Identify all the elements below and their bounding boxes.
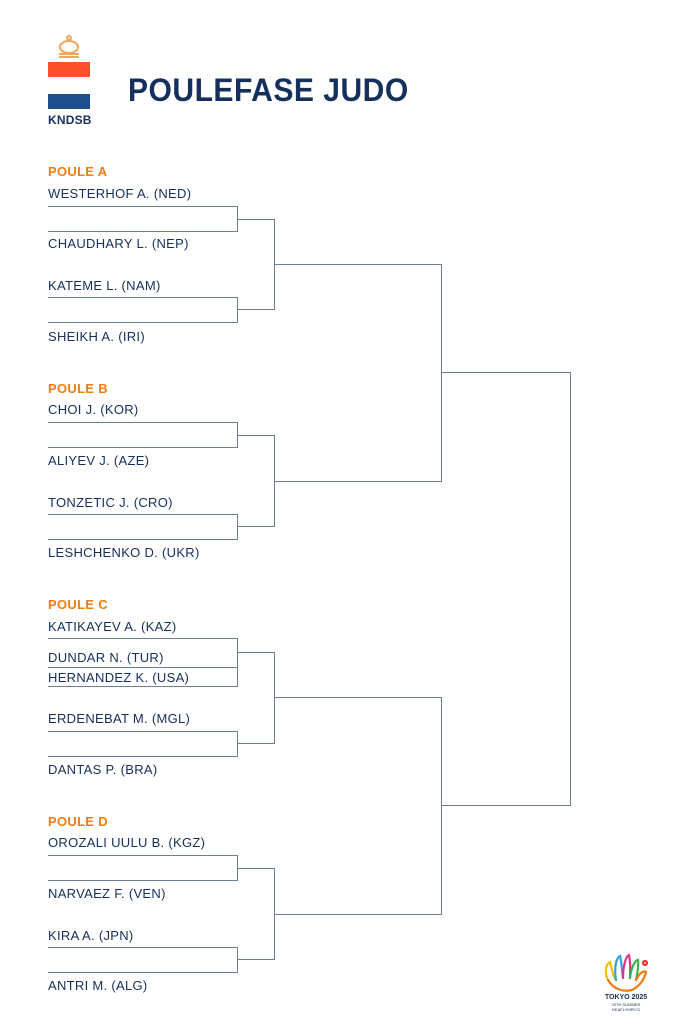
pool-label-c: POULE C: [48, 597, 108, 612]
bracket-link: [275, 265, 442, 482]
bracket-link: [238, 436, 275, 527]
bracket-match: [48, 515, 238, 540]
athlete-name: DANTAS P. (BRA): [48, 762, 158, 777]
bracket-match: [48, 423, 238, 448]
bracket-link: [238, 653, 275, 744]
bracket-link: [238, 869, 275, 960]
bracket-match: [48, 948, 238, 973]
org-name: KNDSB: [48, 113, 92, 127]
athlete-name: LESHCHENKO D. (UKR): [48, 545, 200, 560]
event-name: TOKYO 2025: [604, 994, 648, 1001]
page-title: POULEFASE JUDO: [128, 72, 409, 108]
athlete-name: OROZALI UULU B. (KGZ): [48, 835, 206, 850]
bracket-match: [48, 298, 238, 323]
bracket-match: [48, 207, 238, 232]
athlete-name: ERDENEBAT M. (MGL): [48, 711, 191, 726]
athlete-name: WESTERHOF A. (NED): [48, 186, 192, 201]
athlete-name: DUNDAR N. (TUR): [48, 650, 164, 665]
athlete-name: KIRA A. (JPN): [48, 928, 134, 943]
pool-label-a: POULE A: [48, 164, 108, 179]
athlete-name: KATEME L. (NAM): [48, 278, 161, 293]
athlete-name: TONZETIC J. (CRO): [48, 495, 173, 510]
bracket-link: [275, 698, 442, 915]
athlete-name: CHOI J. (KOR): [48, 402, 139, 417]
bracket-match: [48, 639, 238, 687]
athlete-name: HERNANDEZ K. (USA): [48, 670, 190, 685]
athlete-name: ANTRI M. (ALG): [48, 978, 148, 993]
tokyo-2025-logo: [598, 950, 654, 1010]
athlete-name: CHAUDHARY L. (NEP): [48, 236, 189, 251]
pool-label-b: POULE B: [48, 381, 108, 396]
bracket-link: [238, 220, 275, 310]
pool-label-d: POULE D: [48, 814, 108, 829]
bracket-match: [48, 856, 238, 881]
athlete-name: SHEIKH A. (IRI): [48, 329, 145, 344]
bracket-final: [442, 373, 571, 806]
event-subtitle: 20TH SUMMER DEAFLYMPICS: [611, 1002, 641, 1012]
hand-logo-icon: [598, 950, 654, 994]
bracket-match: [48, 732, 238, 757]
athlete-name: ALIYEV J. (AZE): [48, 453, 150, 468]
athlete-name: NARVAEZ F. (VEN): [48, 886, 166, 901]
athlete-name: KATIKAYEV A. (KAZ): [48, 619, 177, 634]
